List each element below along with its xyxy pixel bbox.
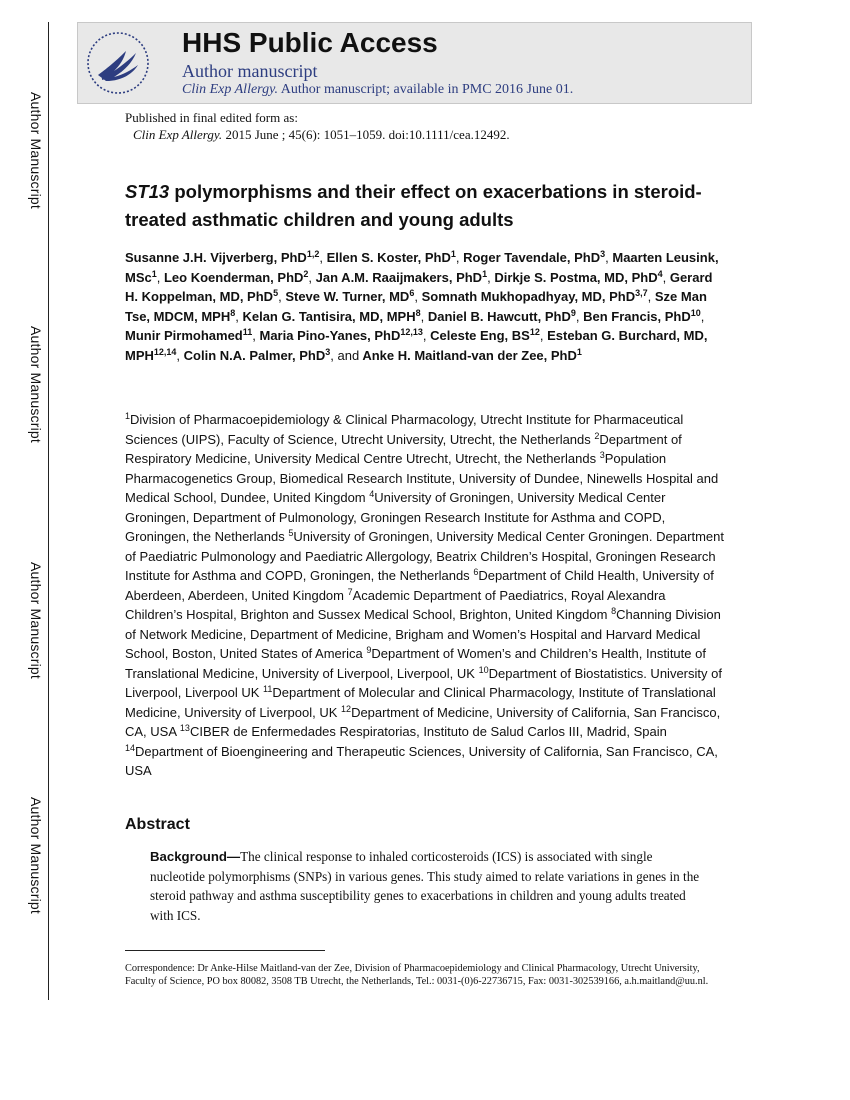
published-citation-line xyxy=(125,126,510,143)
author-affiliation-ref: 9 xyxy=(570,307,576,318)
affiliation-number: 11 xyxy=(263,684,273,694)
banner-availability: Author manuscript; available in PMC 2016 June 01. xyxy=(280,82,574,97)
author-affiliation-ref: 1 xyxy=(151,268,157,279)
banner-journal: Clin Exp Allergy. xyxy=(182,82,279,97)
affiliations xyxy=(125,410,725,781)
author-affiliation-ref: 12,13 xyxy=(400,327,423,338)
sidebar-label: Author Manuscript xyxy=(28,326,44,444)
author-name: Maarten Leusink, MSc xyxy=(125,250,719,285)
author-affiliation-ref: 12,14 xyxy=(153,346,177,357)
author-name: Ellen S. Koster, PhD xyxy=(326,250,451,265)
affiliation-text: Department of Medicine, University of California, San Francisco, CA, USA xyxy=(125,704,721,739)
author-name: Jan A.M. Raaijmakers, PhD xyxy=(315,269,483,285)
author-affiliation-ref: 6 xyxy=(409,288,415,299)
footnote-divider xyxy=(125,950,325,951)
title-gene: ST13 xyxy=(125,181,170,202)
author-affiliation-ref: 1 xyxy=(450,249,456,259)
author-name: Gerard H. Koppelman, MD, PhD xyxy=(125,269,713,305)
abstract-background xyxy=(150,847,710,925)
author-affiliation-ref: 2 xyxy=(303,268,309,279)
sidebar-label: Author Manuscript xyxy=(28,562,44,680)
affiliation-text: Division of Pharmacoepidemiology & Clinical Pharmacology, Utrecht Institute for Pharmaceutical Sciences (UIPS), Faculty of Science, Utrecht University, Utrecht, the Netherlands xyxy=(125,412,684,447)
abstract-heading: Abstract xyxy=(125,816,190,833)
affiliation-text: University of Groningen, University Medical Center Groningen. Department of Paediatric Pulmonology and Paediatric Allergology, Beatrix Children’s Hospital, Groningen Research Institute for Asthma and COPD, Groningen, the Netherlands xyxy=(125,529,724,583)
published-label: Published in final edited form as: xyxy=(125,110,298,125)
background-label: Background— xyxy=(150,849,241,864)
affiliation-number: 2 xyxy=(594,430,600,441)
background-text: The clinical response to inhaled corticosteroids (ICS) is associated with single nucleotide polymorphisms (SNPs) in various genes. This study aimed to relate variations in genes in the steroid pathway and asthma susceptibility genes to exacerbations in children and young adults treated with ICS. xyxy=(150,849,700,923)
author-list: Susanne J.H. Vijverberg, PhD$^{1,2}$, Ellen S. Koster, PhD$^1$, Roger Tavendale, PhD$^3$, Maarten Leusink, MSc$^1$, Leo Koenderman, PhD$^2$, Jan A.M. Raaijmakers, PhD$^1$, Dirkje S. Postma, MD, PhD$^4$, Gerard H. Koppelman, MD, PhD$^5$, Steve W. Turner, $MD^6$, Somnath Mukhopadhyay, MD, PhD$^{3,7}$, Sze Man Tse, MDCM, MPH$^8$, Kelan G. Tantisira, MD, MPH$^8$, Daniel B. Hawcutt, PhD$^9$, Ben Francis, PhD$^{10}$, Munir Pirmohamed$^{11}$, Maria Pino-Yanes, PhD$^{12,13}$, Celeste Eng, BS$^{12}$, Esteban G. Burchard, MD, MPH$^{12,14}$, Colin N.A. Palmer, PhD$^3$, and Anke H. Maitland-van der Zee, PhD$^1$ xyxy=(125,249,719,363)
author-name: Kelan G. Tantisira, MD, MPH xyxy=(242,308,416,324)
affiliation-text: Department of Respiratory Medicine, University Medical Centre Utrecht, Utrecht, the Netherlands xyxy=(125,431,682,466)
author-affiliation-ref: 3,7 xyxy=(635,288,648,299)
author-affiliation-ref: 1 xyxy=(576,346,582,357)
author-affiliation-ref: 11 xyxy=(242,327,253,338)
author-affiliation-ref: 1 xyxy=(482,268,488,279)
author-affiliation-ref: 12 xyxy=(529,327,540,338)
author-name: Sze Man Tse, MDCM, MPH xyxy=(125,289,707,324)
affiliation-number: 13 xyxy=(179,723,190,733)
author-name: Esteban G. Burchard, MD, MPH xyxy=(125,328,708,363)
correspondence-footnote: Correspondence: Dr Anke-Hilse Maitland-van der Zee, Division of Pharmacoepidemiology and Clinical Pharmacology, Utrecht University, Faculty of Science, PO box 80082, 3508 TB Utrecht, the Netherlands, Tel.: 0031-(0)6-22736715, Fax: 0031-302539166, a.h.maitland@uu.nl. xyxy=(125,963,709,987)
affiliation-text: Department of Women’s and Children’s Health, Institute of Translational Medicine, University of Liverpool, Liverpool, UK xyxy=(125,646,706,681)
affiliation-number: 9 xyxy=(366,645,372,655)
author-name: Celeste Eng, BS xyxy=(430,328,530,344)
banner-citation xyxy=(182,82,573,98)
published-journal: Clin Exp Allergy. xyxy=(133,127,223,142)
author-name: Daniel B. Hawcutt, PhD xyxy=(427,308,571,324)
author-affiliation-ref: 10 xyxy=(690,307,701,318)
affiliation-number: 12 xyxy=(341,703,352,714)
author-name: Dirkje S. Postma, MD, PhD xyxy=(494,269,658,285)
author-name: Anke H. Maitland-van der Zee, PhD xyxy=(362,347,577,363)
author-name: Ben Francis, PhD xyxy=(583,308,691,324)
sidebar-label: Author Manuscript xyxy=(28,797,44,915)
author-affiliation-ref: 8 xyxy=(230,307,236,318)
author-name: Maria Pino-Yanes, PhD xyxy=(259,328,401,344)
author-affiliation-ref: 3 xyxy=(325,346,331,357)
affiliation-number: 8 xyxy=(611,606,617,616)
author-name: Susanne J.H. Vijverberg, PhD xyxy=(125,250,307,265)
author-joiner: and xyxy=(337,347,360,363)
author-name: Steve W. Turner, MD xyxy=(285,289,410,305)
affiliation-text: Department of Child Health, University of Aberdeen, Aberdeen, United Kingdom xyxy=(125,568,714,603)
affiliation-number: 6 xyxy=(473,567,479,577)
affiliation-text: CIBER de Enfermedades Respiratorias, Instituto de Salud Carlos III, Madrid, Spain xyxy=(189,724,667,739)
affiliation-number: 1 xyxy=(125,411,131,421)
title-text: polymorphisms and their effect on exacerbations in steroid-treated asthmatic children and young adults xyxy=(125,181,702,230)
author-name: Leo Koenderman, PhD xyxy=(163,269,304,285)
banner-title: HHS Public Access xyxy=(182,27,438,58)
author-name: Somnath Mukhopadhyay, MD, PhD xyxy=(421,289,636,305)
affiliation-text: Department of Molecular and Clinical Pharmacology, Institute of Translational Medicine, University of Liverpool, UK xyxy=(125,685,716,720)
affiliation-number: 3 xyxy=(599,450,605,460)
author-affiliation-ref: 4 xyxy=(657,268,663,279)
article-title xyxy=(125,178,745,234)
author-name: Colin N.A. Palmer, PhD xyxy=(183,347,326,363)
banner-subtitle: Author manuscript xyxy=(182,61,318,81)
sidebar-label: Author Manuscript xyxy=(28,92,44,210)
affiliation-number: 7 xyxy=(347,586,353,597)
affiliation-number: 10 xyxy=(478,664,489,675)
affiliation-number: 5 xyxy=(288,528,294,538)
affiliation-text: Academic Department of Paediatrics, Royal Alexandra Children’s Hospital, Brighton and Sussex Medical School, Brighton, United Kingdom xyxy=(125,587,666,622)
hhs-banner xyxy=(77,22,752,104)
affiliation-text: Department of Biostatistics. University of Liverpool, Liverpool UK xyxy=(125,665,722,700)
hhs-eagle-logo-icon xyxy=(84,29,152,97)
affiliation-number: 4 xyxy=(369,489,375,499)
author-affiliation-ref: 8 xyxy=(415,307,421,318)
author-name: Roger Tavendale, PhD xyxy=(463,250,601,265)
published-info xyxy=(125,109,510,143)
published-citation: 2015 June ; 45(6): 1051–1059. doi:10.1111/cea.12492. xyxy=(225,127,510,142)
author-affiliation-ref: 3 xyxy=(600,249,606,259)
author-affiliation-ref: 5 xyxy=(273,288,279,299)
affiliation-text: Population Pharmacogenetics Group, Biomedical Research Institute, University of Dundee, Ninewells Hospital and Medical School, Dundee, United Kingdom xyxy=(125,451,719,505)
author-affiliation-ref: 1,2 xyxy=(306,249,320,259)
affiliation-text: Department of Bioengineering and Therapeutic Sciences, University of California, San Francisco, CA, USA xyxy=(125,743,718,778)
affiliation-text: Channing Division of Network Medicine, Department of Medicine, Brigham and Women’s Hospital and Harvard Medical School, Boston, United States of America xyxy=(125,607,721,661)
sidebar-divider xyxy=(48,22,49,1000)
author-name: Munir Pirmohamed xyxy=(125,328,243,344)
affiliation-number: 14 xyxy=(125,742,136,753)
affiliation-text: University of Groningen, University Medical Center Groningen, Department of Pulmonology, Groningen Research Institute for Asthma and COPD, Groningen, the Netherlands xyxy=(125,490,666,544)
